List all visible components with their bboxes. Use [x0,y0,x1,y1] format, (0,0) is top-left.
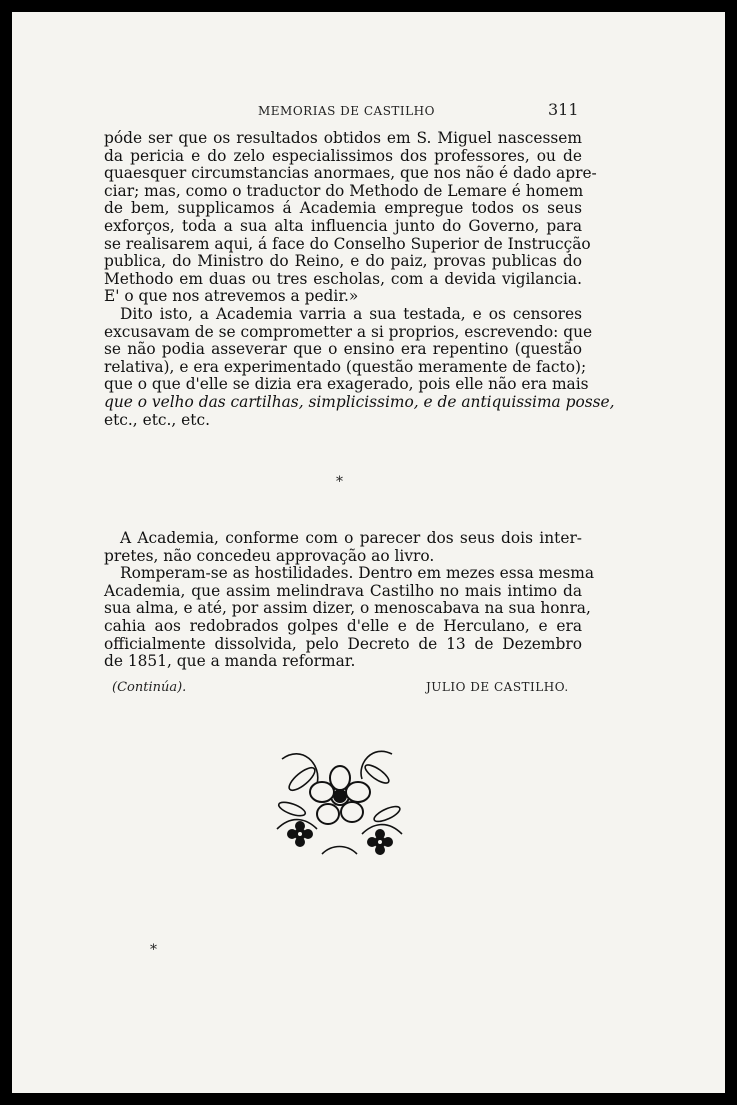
text-line: que o que d'elle se dizia era exagerado, pois elle não era mais [104,375,589,394]
header-title: MEMORIAS DE CASTILHO [258,104,435,118]
text-line: da pericia e do zelo especialissimos dos professores, ou de [104,146,582,165]
text-line: officialmente dissolvida, pelo Decreto de 13 de Dezembro [104,634,582,653]
text-line: Romperam-se as hostilidades. Dentro em mezes essa mesma [120,564,595,583]
text-line: exforços, toda a sua alta influencia junto do Governo, para [104,216,582,235]
text-line: se não podia asseverar que o ensino era repentino (questão [104,340,582,359]
text-line: excusavam de se comprometter a si proprios, escrevendo: que [104,322,593,341]
text-line: Methodo em duas ou tres escholas, com a devida vigilancia. [104,269,582,288]
text-line: de bem, supplicamos á Academia empregue todos os seus [104,199,582,218]
author-signature: JULIO DE CASTILHO. [426,680,569,694]
continua-note: (Continúa). [112,680,187,695]
text-line: que o velho das cartilhas, simplicissimo, e de antiquissima posse, [104,392,615,411]
text-line: cahia aos redobrados golpes d'elle e de Herculano, e era [104,616,582,635]
text-line: ciar; mas, como o traductor do Methodo de Lemare é homem [104,181,584,200]
section-separator: * [336,474,343,490]
text-line: quaesquer circumstancias anormaes, que nos não é dado apre- [104,164,597,183]
text-line: A Academia, conforme com o parecer dos seus dois inter- [120,529,582,547]
text-line: publica, do Ministro do Reino, e do paiz, provas publicas do [104,252,582,271]
article-text-continued [104,529,595,671]
floral-ornament [262,734,412,874]
text-line: etc., etc., etc. [104,410,210,429]
text-line: Academia, que assim melindrava Castilho no mais intimo da [104,581,582,600]
text-line: de 1851, que a manda reformar. [104,652,356,671]
page [12,12,725,1093]
text-line: sua alma, e até, por assim dizer, o menoscabava na sua honra, [104,599,591,618]
text-line: Dito isto, a Academia varria a sua testada, e os censores [120,304,582,323]
text-line: póde ser que os resultados obtidos em S. Miguel nascessem [104,129,582,147]
text-line: se realisarem aqui, á face do Conselho Superior de Instrucção [104,234,591,253]
page-number: 311 [548,100,579,119]
text-line: relativa), e era experimentado (questão meramente de facto); [104,357,587,376]
bottom-mark: * [150,942,157,958]
running-header [12,100,725,124]
text-line: pretes, não concedeu approvação ao livro. [104,546,435,565]
text-line: E' o que nos atrevemos a pedir.» [104,287,359,306]
article-text [104,129,615,429]
